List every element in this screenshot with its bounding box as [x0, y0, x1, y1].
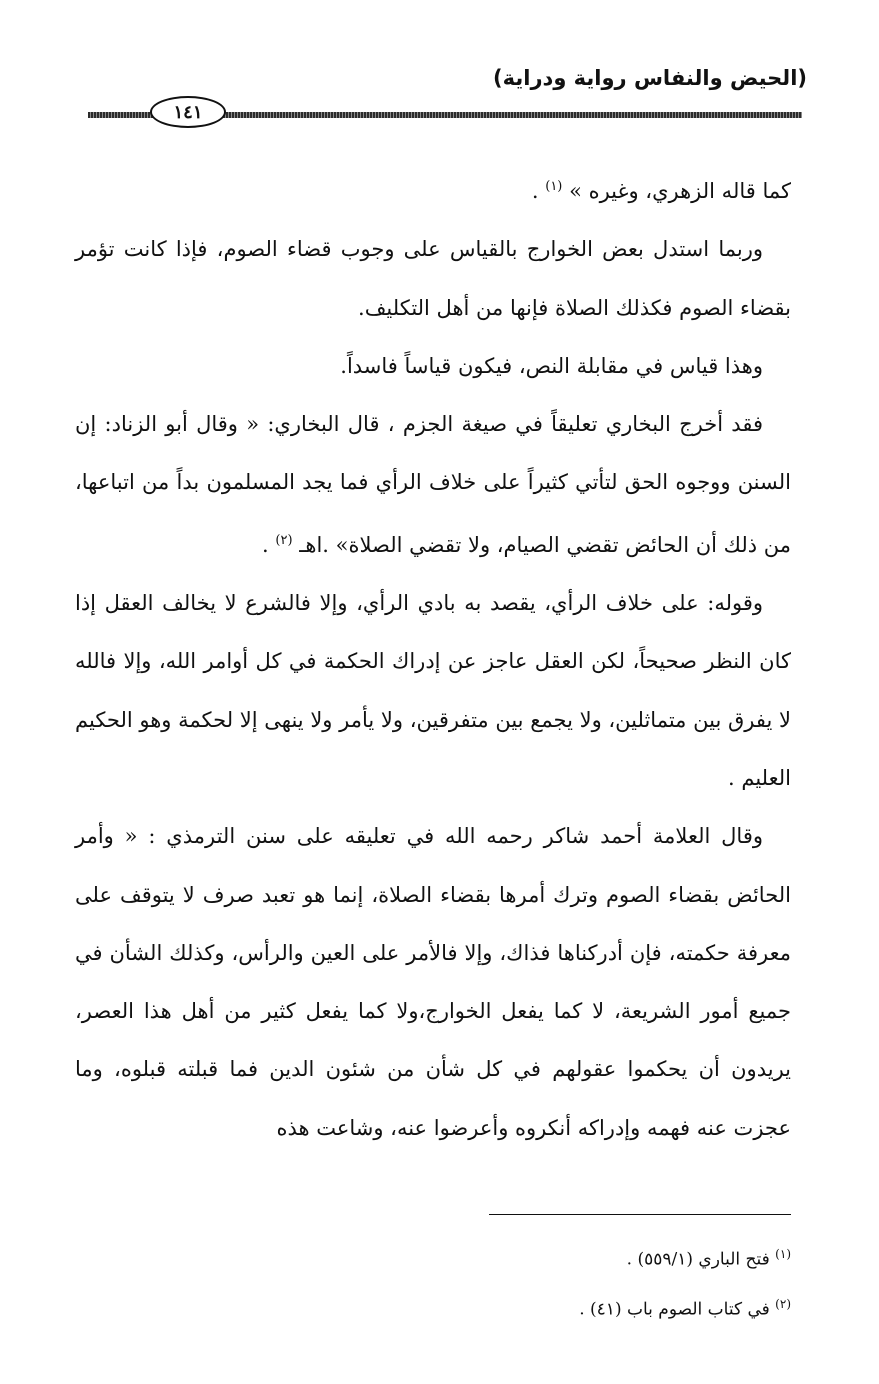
paragraph [75, 220, 791, 337]
footnote [75, 1232, 791, 1282]
page-number: ١٤١ [173, 101, 203, 123]
paragraph [75, 807, 791, 1157]
paragraph [75, 395, 791, 574]
paragraph-tail: . [262, 532, 269, 557]
paragraph-text: وقال العلامة أحمد شاكر رحمه الله في تعليقه على سنن الترمذي : « وأمر الحائض بقضاء الصوم وترك أمرها بقضاء الصلاة، إنما هو تعبد صرف لا يتوقف على معرفة حكمته، فإن أدركناها فذاك، وإلا فالأمر على العين والرأس، وكذلك الشأن في جميع أمور الشريعة، لا كما يفعل الخوارج،ولا كما يفعل كثير من أهل هذا العصر، يريدون أن يحكموا عقولهم في كل شأن من شئون الدين فما قبلته قبلوه، وما عجزت عنه فهمه وإدراكه أنكروه وأعرضوا عنه، وشاعت هذه [75, 824, 791, 1140]
paragraph-text: كما قاله الزهري، وغيره » [569, 179, 791, 203]
paragraph [75, 337, 791, 395]
footnote-marker: (٢) [775, 1296, 791, 1311]
paragraph-tail: . [531, 179, 539, 203]
paragraph [75, 158, 791, 220]
footnote-text: في كتاب الصوم باب (٤١) . [579, 1299, 776, 1320]
paragraph [75, 574, 791, 807]
paragraph-text: وقوله: على خلاف الرأي، يقصد به بادي الرأي، وإلا فالشرع لا يخالف العقل إذا كان النظر صحيحاً، لكن العقل عاجز عن إدراك الحكمة في كل أوامر الله، وإلا فالله لا يفرق بين متماثلين، ولا يجمع بين متفرقين، ولا يأمر ولا ينهى إلا لحكمة وهو الحكيم العليم . [75, 591, 791, 790]
paragraph-text: وربما استدل بعض الخوارج بالقياس على وجوب قضاء الصوم، فإذا كانت تؤمر بقضاء الصوم فكذلك الصلاة فإنها من أهل التكليف. [75, 237, 791, 320]
footnote-ref: (٢) [275, 532, 293, 548]
paragraph-text: فقد أخرج البخاري تعليقاً في صيغة الجزم ، قال البخاري: « وقال أبو الزناد: إن السنن ووجوه الحق لتأتي كثيراً على خلاف الرأي فما يجد المسلمون بداً من اتباعها، من ذلك أن الحائض تقضي الصيام، ولا تقضي الصلاة» .اهـ [75, 412, 791, 557]
paragraph-text: وهذا قياس في مقابلة النص، فيكون قياساً فاسداً. [340, 353, 763, 378]
footnote-ref: (١) [545, 179, 563, 194]
footnotes [75, 1232, 791, 1331]
page-number-badge [150, 96, 226, 128]
footnote-text: فتح الباري (٥٥٩/١) . [626, 1249, 776, 1270]
footnote [75, 1282, 791, 1332]
footnote-separator [489, 1214, 791, 1215]
body-text [75, 158, 791, 1157]
footnote-marker: (١) [775, 1247, 791, 1261]
running-header-title: (الحيض والنفاس رواية ودراية) [493, 66, 807, 90]
